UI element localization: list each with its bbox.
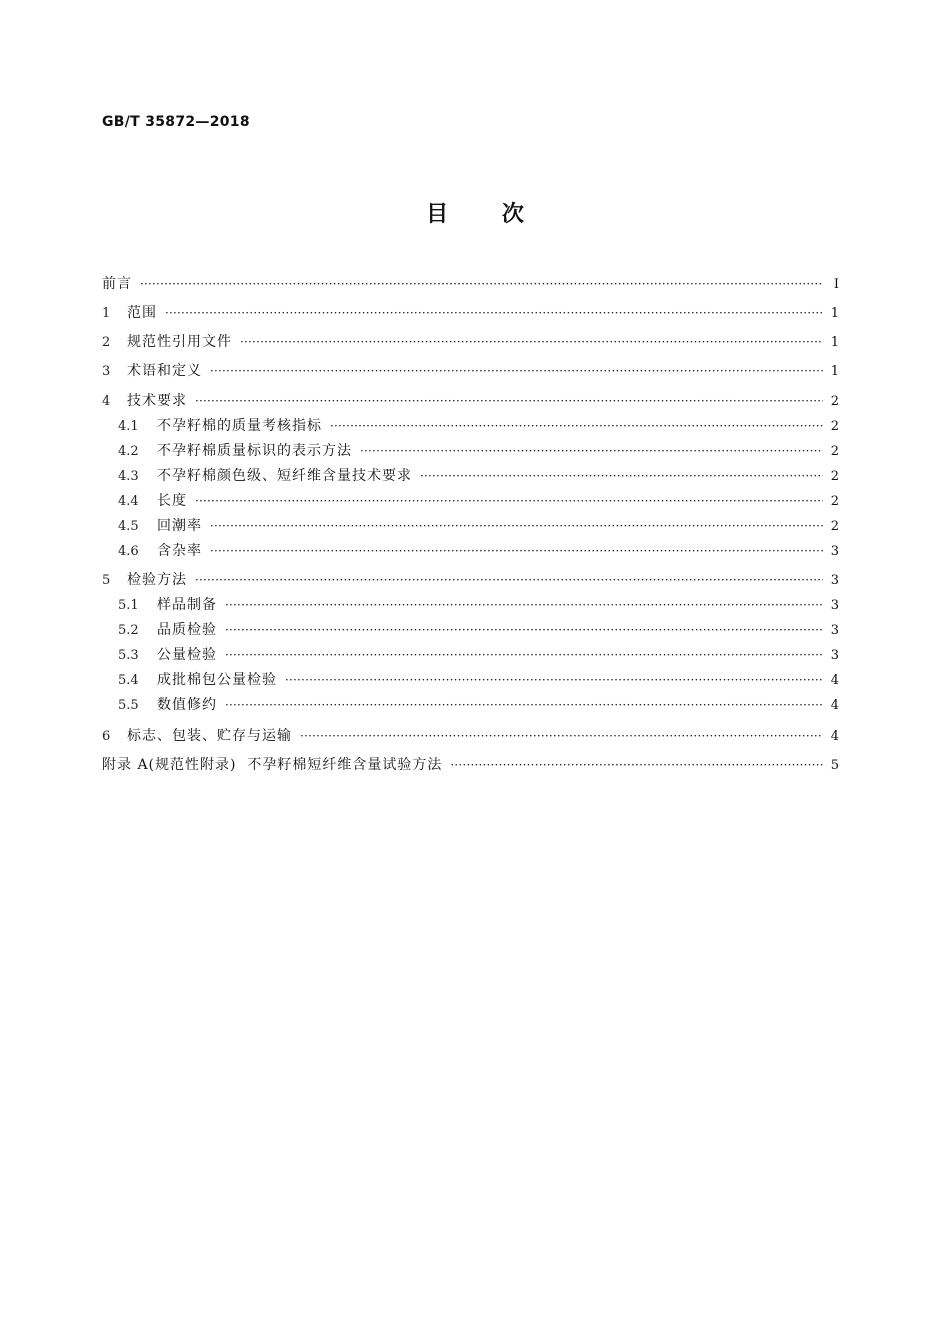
toc-entry-6[interactable]	[102, 726, 839, 746]
toc-number: 5.3	[118, 648, 139, 663]
toc-page: 1	[830, 306, 839, 321]
dot-leader	[450, 755, 823, 775]
toc-entry-4-5[interactable]	[118, 516, 839, 536]
dot-leader	[225, 695, 823, 715]
toc-label: 公量检验	[157, 647, 217, 663]
toc-label: 术语和定义	[127, 363, 202, 379]
toc-entry-2[interactable]	[102, 332, 839, 352]
toc-label: 长度	[157, 493, 187, 509]
toc-page: 4	[830, 698, 839, 713]
dot-leader	[210, 361, 823, 381]
toc-label: 技术要求	[127, 393, 187, 409]
toc-number: 4.1	[118, 419, 139, 434]
toc-page: 2	[830, 469, 839, 484]
toc-page: 3	[830, 648, 839, 663]
toc-label: 不孕籽棉的质量考核指标	[157, 418, 322, 434]
toc-page: 1	[830, 364, 839, 379]
dot-leader	[360, 441, 823, 461]
toc-page: 3	[830, 544, 839, 559]
toc-entry-4-6[interactable]	[118, 541, 839, 561]
toc-number: 4.3	[118, 469, 139, 484]
toc-label: 规范性引用文件	[127, 334, 232, 350]
toc-entry-4[interactable]	[102, 391, 839, 411]
toc-page: 2	[830, 394, 839, 409]
dot-leader	[195, 491, 823, 511]
document-code: GB/T 35872—2018	[102, 114, 250, 130]
dot-leader	[330, 416, 823, 436]
toc-page: 1	[830, 335, 839, 350]
toc-number: 4.6	[118, 544, 139, 559]
dot-leader	[210, 516, 823, 536]
toc-entry-5-1[interactable]	[118, 595, 839, 615]
toc-entry-4-4[interactable]	[118, 491, 839, 511]
toc-number: 4.5	[118, 519, 139, 534]
toc-page: 4	[830, 673, 839, 688]
toc-page: 3	[830, 573, 839, 588]
toc-entry-4-3[interactable]	[118, 466, 839, 486]
toc-label: 附录 A(规范性附录) 不孕籽棉短纤维含量试验方法	[102, 757, 443, 773]
toc-entry-1[interactable]	[102, 303, 839, 323]
toc-number: 5.5	[118, 698, 139, 713]
toc-label: 范围	[127, 305, 157, 321]
toc-page: 3	[830, 623, 839, 638]
toc-label: 含杂率	[157, 543, 202, 559]
toc-label: 成批棉包公量检验	[157, 672, 277, 688]
toc-number: 3	[102, 364, 111, 379]
toc-page: 3	[830, 598, 839, 613]
toc-number: 5.2	[118, 623, 139, 638]
toc-page: 4	[830, 729, 839, 744]
dot-leader	[300, 726, 823, 746]
toc-number: 2	[102, 335, 111, 350]
toc-entry-5-3[interactable]	[118, 645, 839, 665]
toc-label: 不孕籽棉颜色级、短纤维含量技术要求	[157, 468, 412, 484]
dot-leader	[165, 303, 823, 323]
toc-entry-5-2[interactable]	[118, 620, 839, 640]
dot-leader	[225, 595, 823, 615]
toc-entry-5-5[interactable]	[118, 695, 839, 715]
toc-page: Ⅰ	[833, 277, 839, 292]
toc-label: 检验方法	[127, 572, 187, 588]
toc-label: 品质检验	[157, 622, 217, 638]
dot-leader	[195, 391, 823, 411]
toc-page: 5	[830, 758, 839, 773]
dot-leader	[140, 274, 823, 294]
page-title: 目 次	[426, 202, 524, 227]
toc-page: 2	[830, 494, 839, 509]
toc-label: 回潮率	[157, 518, 202, 534]
toc-label: 标志、包装、贮存与运输	[127, 728, 292, 744]
toc-number: 4.4	[118, 494, 139, 509]
toc-page: 2	[830, 419, 839, 434]
dot-leader	[240, 332, 823, 352]
toc-number: 5.1	[118, 598, 139, 613]
toc-label: 不孕籽棉质量标识的表示方法	[157, 443, 352, 459]
dot-leader	[285, 670, 823, 690]
toc-page: 2	[830, 519, 839, 534]
toc-label: 前言	[102, 276, 132, 292]
toc-number: 6	[102, 729, 111, 744]
toc-number: 4.2	[118, 444, 139, 459]
toc-entry-4-2[interactable]	[118, 441, 839, 461]
toc-entry-foreword[interactable]	[102, 274, 839, 294]
toc-entry-4-1[interactable]	[118, 416, 839, 436]
dot-leader	[225, 620, 823, 640]
dot-leader	[225, 645, 823, 665]
toc-entry-appendix-a[interactable]	[102, 755, 839, 775]
toc-number: 5.4	[118, 673, 139, 688]
toc-entry-5[interactable]	[102, 570, 839, 590]
toc-number: 4	[102, 394, 111, 409]
toc-label: 数值修约	[157, 697, 217, 713]
toc-entry-3[interactable]	[102, 361, 839, 381]
toc-label: 样品制备	[157, 597, 217, 613]
dot-leader	[420, 466, 823, 486]
toc-number: 1	[102, 306, 111, 321]
toc-page: 2	[830, 444, 839, 459]
toc-entry-5-4[interactable]	[118, 670, 839, 690]
dot-leader	[210, 541, 823, 561]
toc-number: 5	[102, 573, 111, 588]
dot-leader	[195, 570, 823, 590]
